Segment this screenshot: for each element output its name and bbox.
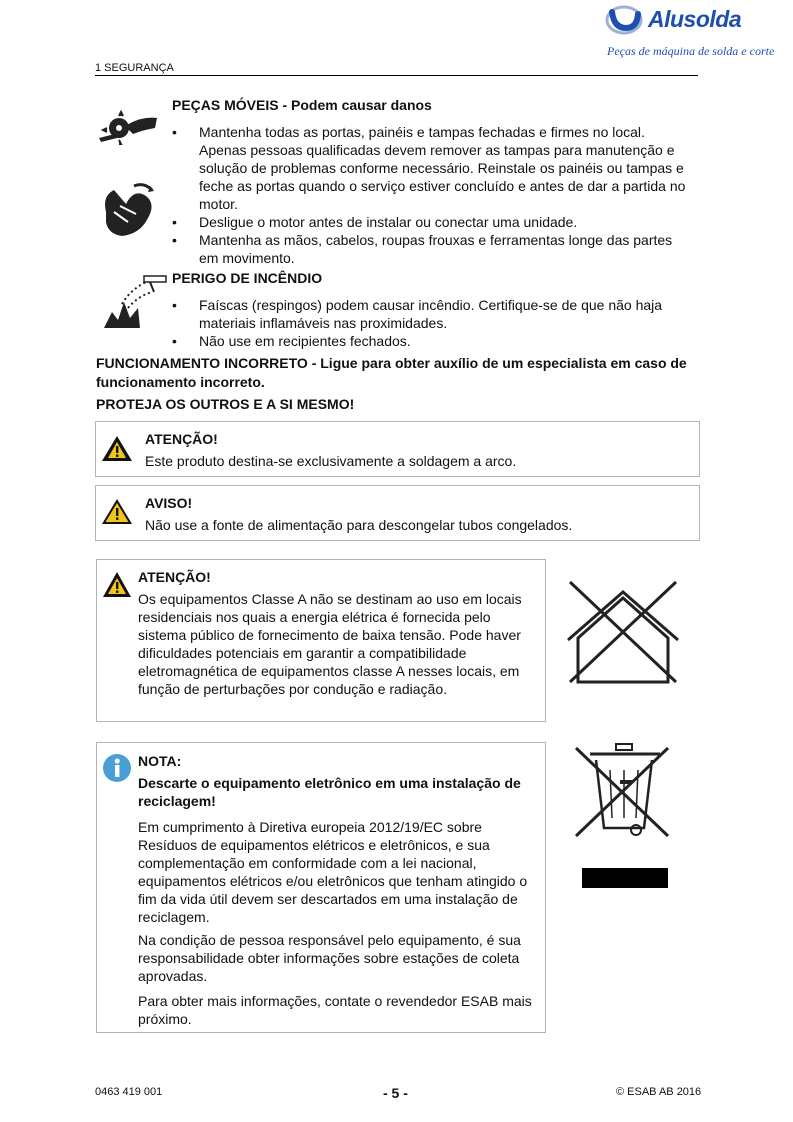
fire-title: PERIGO DE INCÊNDIO <box>172 270 323 286</box>
moving-parts-list <box>172 123 692 267</box>
caution-title: AVISO! <box>145 495 193 511</box>
note-subtitle: Descarte o equipamento eletrônico em uma instalação de reciclagem! <box>138 775 521 809</box>
doc-number: 0463 419 001 <box>95 1086 163 1098</box>
list-item: • Faíscas (respingos) podem causar incêndio. Certifique-se de que não haja materiais inflamáveis nas proximidades. <box>172 296 692 332</box>
note-box <box>96 742 546 1033</box>
warning-text: Este produto destina-se exclusivamente a soldagem a arco. <box>145 453 517 469</box>
malfunction-notice: FUNCIONAMENTO INCORRETO - Ligue para obter auxílio de um especialista em caso de funcionamento incorreto. <box>96 355 687 390</box>
note-paragraph: Em cumprimento à Diretiva europeia 2012/19/EC sobre Resíduos de equipamentos elétricos e eletrônicos, e sua complementação em conformidade com a lei nacional, equipamentos elétricos e/ou eletrônicos que tenham atingido o fim da vida útil devem ser descartados em uma instalação de reciclagem. <box>138 819 528 925</box>
logo-subtitle: Peças de máquina de solda e corte <box>607 44 775 58</box>
class-a-warning-title: ATENÇÃO! <box>138 569 211 585</box>
caution-box <box>95 485 700 541</box>
weee-bin-icon <box>568 740 676 890</box>
class-a-warning-box <box>96 559 546 722</box>
warning-icon <box>102 570 132 598</box>
page-number: - 5 - <box>383 1085 408 1101</box>
caution-icon <box>101 497 133 525</box>
section-title: 1 SEGURANÇA <box>95 62 174 74</box>
brand-logo <box>604 4 775 60</box>
note-paragraph: Para obter mais informações, contate o revendedor ESAB mais próximo. <box>138 993 532 1027</box>
warning-title: ATENÇÃO! <box>145 431 218 447</box>
info-icon <box>102 753 132 783</box>
list-item: • Não use em recipientes fechados. <box>172 332 692 350</box>
class-a-warning-text: Os equipamentos Classe A não se destinam ao uso em locais residenciais nos quais a energia elétrica é fornecida pelo sistema público de fornecimento de baixa tensão. Pode haver dificuldades potenciais em garantir a compatibilidade eletromagnética de equipamentos classe A nesses locais, em função de perturbações por condução e radiação. <box>138 591 522 697</box>
logo-text: Alusolda <box>648 6 742 32</box>
hand-injury-icon <box>100 182 160 240</box>
logo-swoosh-icon <box>604 4 648 40</box>
fire-list <box>172 296 692 350</box>
note-paragraph: Na condição de pessoa responsável pelo equipamento, é sua responsabilidade obter informações sobre estações de coleta aprovadas. <box>138 932 521 984</box>
copyright: © ESAB AB 2016 <box>616 1086 702 1098</box>
note-title: NOTA: <box>138 753 182 769</box>
moving-parts-icon <box>97 108 161 148</box>
no-residential-use-icon <box>566 578 680 686</box>
list-item: • Desligue o motor antes de instalar ou conectar uma unidade. <box>172 213 692 231</box>
warning-box <box>95 421 700 477</box>
fire-hazard-icon <box>100 272 168 334</box>
header-rule <box>95 75 698 76</box>
protect-heading: PROTEJA OS OUTROS E A SI MESMO! <box>96 396 355 412</box>
list-item: • Mantenha todas as portas, painéis e tampas fechadas e firmes no local. Apenas pessoas qualificadas devem remover as tampas para manutenção e solução de problemas conforme necessário. Reinstale os painéis ou tampas e feche as portas quando o serviço estiver concluído e antes de dar a partida no motor. <box>172 123 692 213</box>
moving-parts-title: PEÇAS MÓVEIS - Podem causar danos <box>172 97 432 113</box>
list-item: • Mantenha as mãos, cabelos, roupas frouxas e ferramentas longe das partes em movimento. <box>172 231 692 267</box>
caution-text: Não use a fonte de alimentação para descongelar tubos congelados. <box>145 517 573 533</box>
warning-icon <box>101 434 133 462</box>
